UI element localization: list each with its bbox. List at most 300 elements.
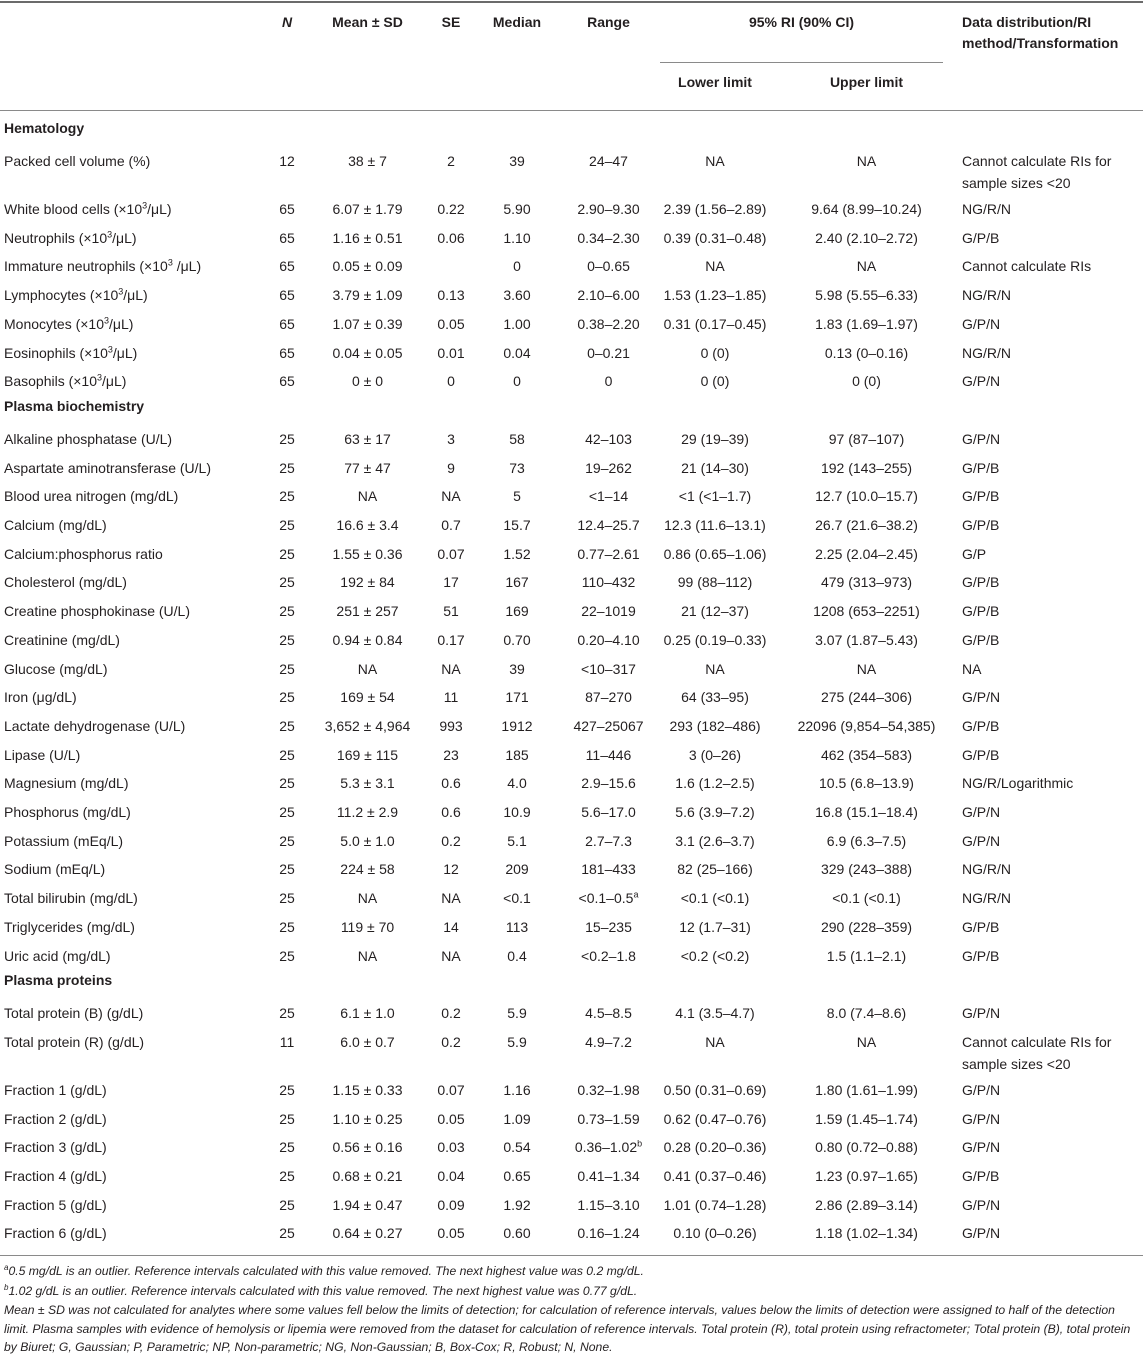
- se-value: 0.05: [437, 315, 465, 332]
- median-value: 5: [513, 488, 521, 505]
- cell-se: [425, 457, 477, 479]
- cell-mean: [310, 457, 425, 479]
- upper-value: NA: [856, 1033, 877, 1050]
- table-row: [0, 883, 1143, 912]
- cell-se: [425, 227, 477, 249]
- analyte-name: Basophils (×10: [4, 373, 98, 390]
- table-row: [0, 146, 1143, 194]
- analyte-name: Potassium (mEq/L): [4, 832, 124, 849]
- n-value: 25: [279, 488, 295, 505]
- cell-median: [477, 1031, 557, 1053]
- analyte-name: Neutrophils (×10: [4, 229, 108, 246]
- table-row: [0, 251, 1143, 280]
- cell-method: [962, 1136, 1142, 1158]
- cell-analyte: [4, 715, 185, 737]
- cell-median: [477, 1002, 557, 1024]
- analyte-name: Glucose (mg/dL): [4, 660, 108, 677]
- lower-value: 99 (88–112): [677, 574, 753, 591]
- range-value: <10–317: [581, 660, 636, 677]
- cell-upper: [790, 514, 943, 536]
- cell-n: [262, 1079, 312, 1101]
- range-value: 0.34–2.30: [577, 229, 640, 246]
- cell-range: [557, 945, 660, 967]
- analyte-name: Creatinine (mg/dL): [4, 631, 120, 648]
- cell-lower: [660, 1108, 770, 1130]
- analyte-exponent: 3: [104, 315, 110, 326]
- cell-median: [477, 284, 557, 306]
- method-value: G/P/B: [962, 1168, 1000, 1184]
- method-value: G/P/B: [962, 488, 1000, 505]
- mean-value: 0.94 ± 0.84: [332, 631, 403, 648]
- cell-se: [425, 514, 477, 536]
- lower-value: <0.2 (<0.2): [680, 947, 750, 964]
- median-value: 171: [505, 689, 529, 706]
- cell-se: [425, 715, 477, 737]
- lower-value: 3.1 (2.6–3.7): [675, 832, 755, 849]
- n-value: 11: [279, 1033, 295, 1050]
- cell-lower: [660, 1194, 770, 1216]
- cell-range: [557, 284, 660, 306]
- median-value: 58: [509, 430, 525, 447]
- table-row: [0, 740, 1143, 769]
- analyte-name: Alkaline phosphatase (U/L): [4, 430, 173, 447]
- cell-se: [425, 485, 477, 507]
- range-value: 0.20–4.10: [577, 631, 640, 648]
- cell-median: [477, 1136, 557, 1158]
- cell-n: [262, 830, 312, 852]
- n-value: 25: [279, 804, 295, 820]
- cell-analyte: [4, 150, 150, 172]
- analyte-name: Fraction 2 (g/dL): [4, 1110, 107, 1127]
- range-value: 11–446: [585, 746, 632, 763]
- range-value: 0–0.21: [587, 344, 630, 361]
- table-row: [0, 1027, 1143, 1075]
- analyte-name: Sodium (mEq/L): [4, 861, 106, 878]
- se-value: 11: [443, 689, 459, 706]
- median-value: 0.04: [503, 344, 531, 361]
- cell-lower: [660, 1031, 770, 1053]
- range-footnote-mark: b: [637, 1138, 643, 1149]
- cell-median: [477, 600, 557, 622]
- cell-upper: [790, 543, 943, 565]
- lower-value: 0.28 (0.20–0.36): [663, 1139, 767, 1156]
- mean-value: NA: [357, 660, 378, 677]
- cell-method: [962, 1165, 1142, 1187]
- cell-range: [557, 1079, 660, 1101]
- cell-analyte: [4, 198, 172, 220]
- median-value: 169: [505, 603, 529, 620]
- method-value: G/P/N: [962, 804, 1001, 820]
- cell-median: [477, 858, 557, 880]
- cell-median: [477, 1079, 557, 1101]
- method-value: NA: [962, 660, 982, 677]
- analyte-name: Uric acid (mg/dL): [4, 947, 111, 964]
- range-value: 0: [604, 373, 613, 390]
- cell-mean: [310, 686, 425, 708]
- cell-analyte: [4, 1031, 144, 1053]
- cell-upper: [790, 485, 943, 507]
- se-value: 0.2: [441, 832, 461, 849]
- range-value: 15–235: [585, 918, 632, 935]
- method-value: G/P/B: [962, 918, 1000, 935]
- cell-lower: [660, 370, 770, 392]
- upper-value: 3.07 (1.87–5.43): [815, 631, 918, 648]
- median-value: 39: [509, 660, 525, 677]
- analyte-name: Iron (μg/dL): [4, 689, 77, 706]
- table-row: [0, 223, 1143, 252]
- lower-value: 0 (0): [700, 344, 730, 361]
- range-value: 181–433: [581, 861, 636, 878]
- cell-median: [477, 830, 557, 852]
- cell-lower: [660, 571, 770, 593]
- cell-mean: [310, 715, 425, 737]
- n-value: 25: [279, 1168, 295, 1184]
- analyte-unit: /μL): [147, 201, 172, 217]
- section-heading: Plasma proteins: [4, 972, 113, 989]
- cell-range: [557, 227, 660, 249]
- cell-range: [557, 485, 660, 507]
- cell-se: [425, 744, 477, 766]
- median-value: 0: [513, 258, 521, 275]
- table-row: [0, 366, 1143, 395]
- cell-method: [962, 887, 1142, 909]
- range-value: 0.73–1.59: [577, 1110, 640, 1127]
- cell-n: [262, 1108, 312, 1130]
- lower-value: 0.50 (0.31–0.69): [663, 1081, 767, 1098]
- table-row: [0, 854, 1143, 883]
- range-value: <0.2–1.8: [581, 947, 636, 964]
- analyte-unit: /μL): [123, 287, 148, 304]
- range-value: 427–25067: [573, 717, 644, 734]
- median-value: 73: [509, 459, 525, 476]
- cell-se: [425, 1136, 477, 1158]
- range-value: 12.4–25.7: [577, 517, 640, 533]
- n-value: 65: [279, 229, 295, 246]
- se-value: 0.6: [441, 775, 461, 792]
- range-value: 0.41–1.34: [577, 1168, 640, 1184]
- method-value: G/P: [962, 545, 987, 562]
- cell-n: [262, 150, 312, 172]
- method-value: NG/R/N: [962, 344, 1011, 361]
- footnote-b: [4, 1282, 1140, 1301]
- upper-value: 1208 (653–2251): [813, 603, 920, 620]
- cell-upper: [790, 1031, 943, 1053]
- cell-analyte: [4, 1194, 107, 1216]
- method-value: G/P/B: [962, 947, 1000, 964]
- cell-median: [477, 485, 557, 507]
- analyte-name: Blood urea nitrogen (mg/dL): [4, 488, 179, 505]
- cell-n: [262, 342, 312, 364]
- cell-lower: [660, 801, 770, 823]
- median-value: 1.09: [503, 1110, 531, 1127]
- cell-se: [425, 342, 477, 364]
- lower-value: 29 (19–39): [681, 430, 749, 447]
- upper-value: 1.18 (1.02–1.34): [815, 1225, 918, 1242]
- cell-se: [425, 600, 477, 622]
- cell-n: [262, 457, 312, 479]
- cell-method: [962, 686, 1142, 708]
- lower-value: 1.01 (0.74–1.28): [663, 1196, 767, 1213]
- range-value: 2.9–15.6: [581, 775, 636, 792]
- mean-value: 0.56 ± 0.16: [332, 1139, 403, 1156]
- table-row: [0, 1218, 1143, 1247]
- lower-value: 64 (33–95): [681, 689, 749, 706]
- header-bottom-rule: [0, 110, 1143, 111]
- lower-value: <0.1 (<0.1): [680, 890, 750, 907]
- cell-se: [425, 284, 477, 306]
- table-row: [0, 998, 1143, 1027]
- range-value: 1.15–3.10: [577, 1196, 640, 1213]
- upper-value: 462 (354–583): [820, 746, 913, 763]
- table-row: [0, 682, 1143, 711]
- cell-upper: [790, 600, 943, 622]
- cell-analyte: [4, 1002, 143, 1024]
- se-value: 0.07: [437, 1081, 465, 1098]
- cell-mean: [310, 658, 425, 680]
- median-value: 1.92: [503, 1196, 531, 1213]
- median-value: 167: [505, 574, 529, 591]
- cell-se: [425, 1002, 477, 1024]
- cell-upper: [790, 313, 943, 335]
- cell-se: [425, 150, 477, 172]
- range-value: 2.7–7.3: [585, 832, 632, 849]
- cell-range: [557, 342, 660, 364]
- median-value: 1.52: [503, 545, 531, 562]
- cell-median: [477, 457, 557, 479]
- table-row: [0, 654, 1143, 683]
- median-value: 1912: [501, 717, 533, 734]
- cell-n: [262, 1031, 312, 1053]
- median-value: 5.90: [503, 201, 531, 217]
- cell-lower: [660, 1165, 770, 1187]
- cell-lower: [660, 198, 770, 220]
- upper-value: 9.64 (8.99–10.24): [811, 201, 922, 217]
- analyte-name: Eosinophils (×10: [4, 344, 108, 361]
- upper-value: 329 (243–388): [820, 861, 913, 878]
- cell-lower: [660, 600, 770, 622]
- cell-range: [557, 370, 660, 392]
- cell-range: [557, 1031, 660, 1053]
- lower-value: 3 (0–26): [688, 746, 742, 763]
- cell-n: [262, 887, 312, 909]
- cell-range: [557, 916, 660, 938]
- cell-se: [425, 945, 477, 967]
- cell-upper: [790, 1002, 943, 1024]
- n-value: 25: [279, 1110, 295, 1127]
- analyte-name: Fraction 4 (g/dL): [4, 1168, 107, 1184]
- cell-se: [425, 1108, 477, 1130]
- cell-method: [962, 629, 1142, 651]
- lower-value: 0.62 (0.47–0.76): [663, 1110, 767, 1127]
- se-value: 0.07: [437, 545, 465, 562]
- cell-mean: [310, 1079, 425, 1101]
- method-value: NG/R/N: [962, 861, 1011, 878]
- cell-range: [557, 150, 660, 172]
- cell-analyte: [4, 1165, 107, 1187]
- cell-upper: [790, 428, 943, 450]
- analyte-unit: /μL): [112, 344, 138, 361]
- cell-range: [557, 1136, 660, 1158]
- cell-lower: [660, 1002, 770, 1024]
- cell-method: [962, 1031, 1142, 1075]
- cell-lower: [660, 227, 770, 249]
- upper-value: 1.83 (1.69–1.97): [815, 315, 918, 332]
- n-value: 25: [279, 1005, 295, 1022]
- cell-lower: [660, 1136, 770, 1158]
- cell-se: [425, 858, 477, 880]
- section-heading: Hematology: [4, 120, 85, 136]
- analyte-name: Phosphorus (mg/dL): [4, 804, 131, 820]
- se-value: NA: [441, 660, 461, 677]
- cell-n: [262, 1194, 312, 1216]
- mean-value: 0 ± 0: [351, 373, 384, 390]
- cell-range: [557, 1194, 660, 1216]
- method-value: G/P/N: [962, 689, 1001, 706]
- cell-lower: [660, 686, 770, 708]
- upper-value: NA: [856, 660, 877, 677]
- mean-value: 63 ± 17: [344, 430, 391, 447]
- cell-analyte: [4, 801, 131, 823]
- cell-range: [557, 1108, 660, 1130]
- cell-upper: [790, 715, 943, 737]
- cell-n: [262, 255, 312, 277]
- footnote-b-mark: b: [4, 1282, 9, 1292]
- cell-range: [557, 715, 660, 737]
- se-value: 14: [443, 918, 459, 935]
- mean-value: 0.05 ± 0.09: [332, 258, 403, 275]
- cell-range: [557, 830, 660, 852]
- lower-value: 293 (182–486): [669, 717, 761, 734]
- cell-analyte: [4, 370, 126, 392]
- cell-method: [962, 313, 1142, 335]
- range-value: 0–0.65: [587, 258, 630, 275]
- cell-lower: [660, 830, 770, 852]
- cell-method: [962, 600, 1142, 622]
- cell-mean: [310, 830, 425, 852]
- upper-value: 275 (244–306): [820, 689, 913, 706]
- lower-value: 0.10 (0–0.26): [673, 1225, 757, 1242]
- se-value: 993: [439, 717, 463, 734]
- lower-value: 2.39 (1.56–2.89): [663, 201, 767, 217]
- upper-value: NA: [856, 258, 877, 275]
- analyte-exponent: 3: [107, 229, 113, 240]
- cell-method: [962, 916, 1142, 938]
- cell-analyte: [4, 686, 77, 708]
- cell-mean: [310, 945, 425, 967]
- cell-n: [262, 227, 312, 249]
- table-row: [0, 280, 1143, 309]
- header-method-line1: Data distribution/RI: [962, 14, 1092, 30]
- cell-n: [262, 1136, 312, 1158]
- cell-upper: [790, 198, 943, 220]
- se-value: 0.01: [437, 344, 465, 361]
- mean-value: 192 ± 84: [340, 574, 395, 591]
- range-value: 5.6–17.0: [581, 804, 636, 820]
- cell-analyte: [4, 887, 138, 909]
- table-row: [0, 481, 1143, 510]
- upper-value: 290 (228–359): [820, 918, 913, 935]
- mean-value: 3.79 ± 1.09: [332, 287, 403, 304]
- median-value: 1.10: [503, 229, 531, 246]
- cell-se: [425, 1031, 477, 1053]
- method-value: G/P/N: [962, 373, 1001, 390]
- range-value: 0.77–2.61: [577, 545, 640, 562]
- upper-value: 2.25 (2.04–2.45): [815, 545, 918, 562]
- cell-analyte: [4, 916, 135, 938]
- cell-method: [962, 858, 1142, 880]
- cell-range: [557, 313, 660, 335]
- cell-mean: [310, 1002, 425, 1024]
- cell-method: [962, 744, 1142, 766]
- upper-value: 10.5 (6.8–13.9): [819, 775, 914, 792]
- cell-upper: [790, 1136, 943, 1158]
- cell-lower: [660, 485, 770, 507]
- upper-value: 479 (313–973): [820, 574, 913, 591]
- cell-median: [477, 744, 557, 766]
- upper-value: 0.80 (0.72–0.88): [815, 1139, 918, 1156]
- analyte-name: Total bilirubin (mg/dL): [4, 890, 138, 907]
- upper-value: 16.8 (15.1–18.4): [815, 804, 918, 820]
- se-value: 0.17: [437, 631, 465, 648]
- cell-n: [262, 1002, 312, 1024]
- cell-upper: [790, 801, 943, 823]
- analyte-name: Lipase (U/L): [4, 746, 81, 763]
- cell-mean: [310, 801, 425, 823]
- cell-median: [477, 1194, 557, 1216]
- n-value: 25: [279, 1225, 295, 1242]
- se-value: 0.22: [437, 201, 465, 217]
- mean-value: 169 ± 54: [340, 689, 395, 706]
- cell-median: [477, 629, 557, 651]
- n-value: 25: [279, 1081, 295, 1098]
- median-value: 5.9: [507, 1033, 527, 1050]
- lower-value: 1.6 (1.2–2.5): [675, 775, 755, 792]
- mean-value: 119 ± 70: [340, 918, 395, 935]
- cell-mean: [310, 313, 425, 335]
- se-value: 0: [447, 373, 455, 390]
- method-value: NG/R/N: [962, 890, 1011, 907]
- header-ri-group: 95% RI (90% CI): [748, 14, 855, 30]
- cell-upper: [790, 686, 943, 708]
- upper-value: 12.7 (10.0–15.7): [815, 488, 918, 505]
- method-value: G/P/N: [962, 1196, 1001, 1213]
- method-value: G/P/B: [962, 717, 1000, 734]
- lower-value: 1.53 (1.23–1.85): [663, 287, 767, 304]
- se-value: 0.6: [441, 804, 461, 820]
- n-value: 25: [279, 603, 295, 620]
- upper-value: 0.13 (0–0.16): [824, 344, 909, 361]
- cell-se: [425, 428, 477, 450]
- cell-analyte: [4, 543, 163, 565]
- cell-upper: [790, 658, 943, 680]
- cell-median: [477, 543, 557, 565]
- method-value: G/P/B: [962, 459, 1000, 476]
- mean-value: 0.64 ± 0.27: [332, 1225, 403, 1242]
- cell-n: [262, 284, 312, 306]
- range-value: 110–432: [581, 574, 636, 591]
- cell-method: [962, 1079, 1142, 1101]
- cell-range: [557, 744, 660, 766]
- header-median: Median: [492, 14, 542, 30]
- method-value: G/P/N: [962, 1081, 1001, 1098]
- method-value: G/P/N: [962, 1225, 1001, 1242]
- analyte-unit: /μL): [172, 258, 202, 275]
- cell-mean: [310, 485, 425, 507]
- cell-mean: [310, 744, 425, 766]
- cell-n: [262, 858, 312, 880]
- method-value: G/P/B: [962, 229, 1000, 246]
- mean-value: 11.2 ± 2.9: [336, 804, 399, 820]
